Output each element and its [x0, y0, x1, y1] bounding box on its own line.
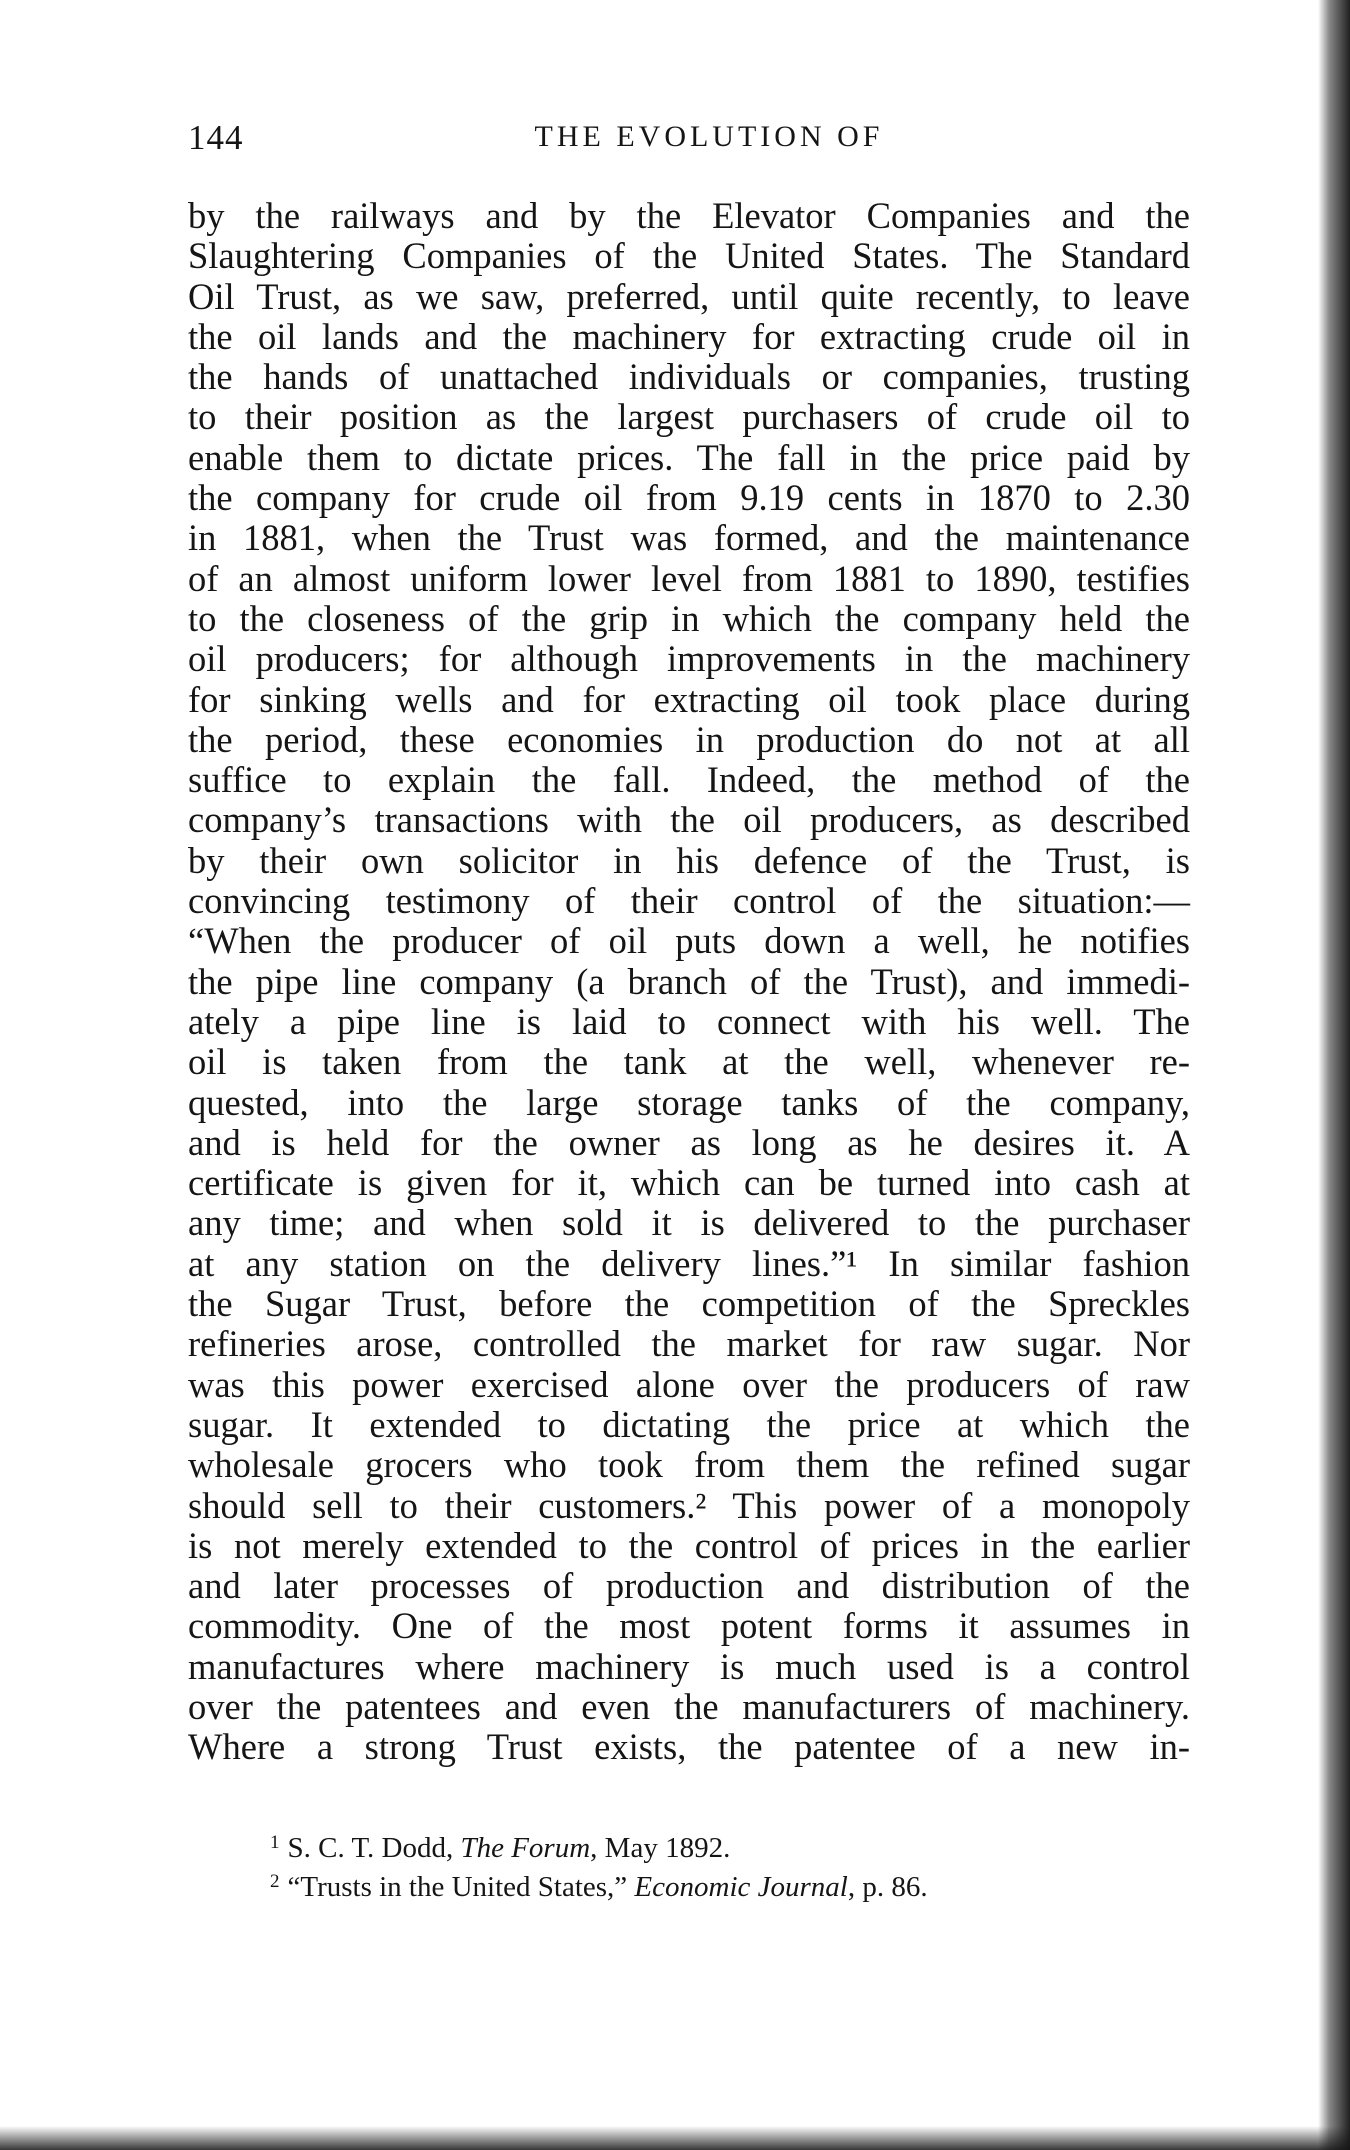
text-line: to the closeness of the grip in which the company held the: [188, 597, 1190, 639]
footnote-marker: 1: [270, 1832, 280, 1853]
page-bottom-shadow: [0, 2126, 1350, 2150]
text-line: to their position as the largest purchasers of crude oil to: [188, 396, 1190, 438]
text-line: the company for crude oil from 9.19 cents in 1870 to 2.30: [188, 477, 1190, 519]
text-line: ately a pipe line is laid to connect with his well. The: [188, 1000, 1190, 1042]
text-line: and later processes of production and distribution of the: [188, 1565, 1190, 1607]
footnotes: [270, 1826, 1190, 1904]
footnote-2: [270, 1865, 1190, 1904]
text-line: company’s transactions with the oil producers, as described: [188, 799, 1190, 841]
text-line: by their own solicitor in his defence of the Trust, is: [188, 839, 1190, 881]
text-line: the hands of unattached individuals or companies, trusting: [188, 356, 1190, 398]
footnote-source-title: The Forum: [460, 1832, 591, 1864]
footnote-1: [270, 1826, 1190, 1865]
text-line: “When the producer of oil puts down a well, he notifies: [188, 920, 1190, 962]
text-line: sugar. It extended to dictating the price at which the: [188, 1403, 1190, 1445]
page-header: [188, 118, 1190, 162]
text-line: the period, these economies in production do not at all: [188, 718, 1190, 760]
text-line: and is held for the owner as long as he desires it. A: [188, 1121, 1190, 1163]
text-line: Oil Trust, as we saw, preferred, until quite recently, to leave: [188, 275, 1190, 317]
text-line: any time; and when sold it is delivered to the purchaser: [188, 1202, 1190, 1244]
footnote-text: S. C. T. Dodd,: [287, 1832, 461, 1864]
text-line: oil producers; for although improvements in the machinery: [188, 638, 1190, 680]
text-line: in 1881, when the Trust was formed, and the maintenance: [188, 517, 1190, 559]
text-line: refineries arose, controlled the market for raw sugar. Nor: [188, 1323, 1190, 1365]
footnote-text-end: , p. 86.: [847, 1871, 928, 1903]
text-line: the oil lands and the machinery for extracting crude oil in: [188, 315, 1190, 357]
text-line: was this power exercised alone over the producers of raw: [188, 1363, 1190, 1405]
text-line: of an almost uniform lower level from 1881 to 1890, testifies: [188, 557, 1190, 599]
page-number: 144: [188, 118, 244, 157]
text-line: by the railways and by the Elevator Companies and the: [188, 195, 1190, 236]
footnote-text-end: , May 1892.: [590, 1832, 731, 1864]
text-line: quested, into the large storage tanks of the company,: [188, 1081, 1190, 1123]
body-text: [188, 196, 1190, 1768]
text-line: the pipe line company (a branch of the Trust), and immedi-: [188, 960, 1190, 1002]
text-line: at any station on the delivery lines.”¹ In similar fashion: [188, 1242, 1190, 1284]
text-line: manufactures where machinery is much used is a control: [188, 1645, 1190, 1687]
text-line: Slaughtering Companies of the United States. The Standard: [188, 235, 1190, 277]
text-line: commodity. One of the most potent forms it assumes in: [188, 1605, 1190, 1647]
text-line: Where a strong Trust exists, the patentee of a new in-: [188, 1726, 1190, 1768]
text-line: for sinking wells and for extracting oil took place during: [188, 678, 1190, 720]
running-head: THE EVOLUTION OF: [534, 120, 884, 153]
page-edge-shadow: [1318, 0, 1350, 2150]
text-line: suffice to explain the fall. Indeed, the method of the: [188, 759, 1190, 801]
text-line: is not merely extended to the control of prices in the earlier: [188, 1524, 1190, 1566]
text-line: convincing testimony of their control of the situation:—: [188, 880, 1190, 922]
footnote-marker: 2: [270, 1871, 280, 1892]
text-line: oil is taken from the tank at the well, whenever re-: [188, 1041, 1190, 1083]
text-line: certificate is given for it, which can be turned into cash at: [188, 1162, 1190, 1204]
footnote-source-title: Economic Journal: [634, 1871, 848, 1903]
text-line: the Sugar Trust, before the competition of the Spreckles: [188, 1283, 1190, 1325]
footnote-text: “Trusts in the United States,”: [287, 1871, 635, 1903]
text-line: over the patentees and even the manufacturers of machinery.: [188, 1685, 1190, 1727]
text-line: enable them to dictate prices. The fall in the price paid by: [188, 436, 1190, 478]
text-line: should sell to their customers.² This power of a monopoly: [188, 1484, 1190, 1526]
text-line: wholesale grocers who took from them the refined sugar: [188, 1444, 1190, 1486]
